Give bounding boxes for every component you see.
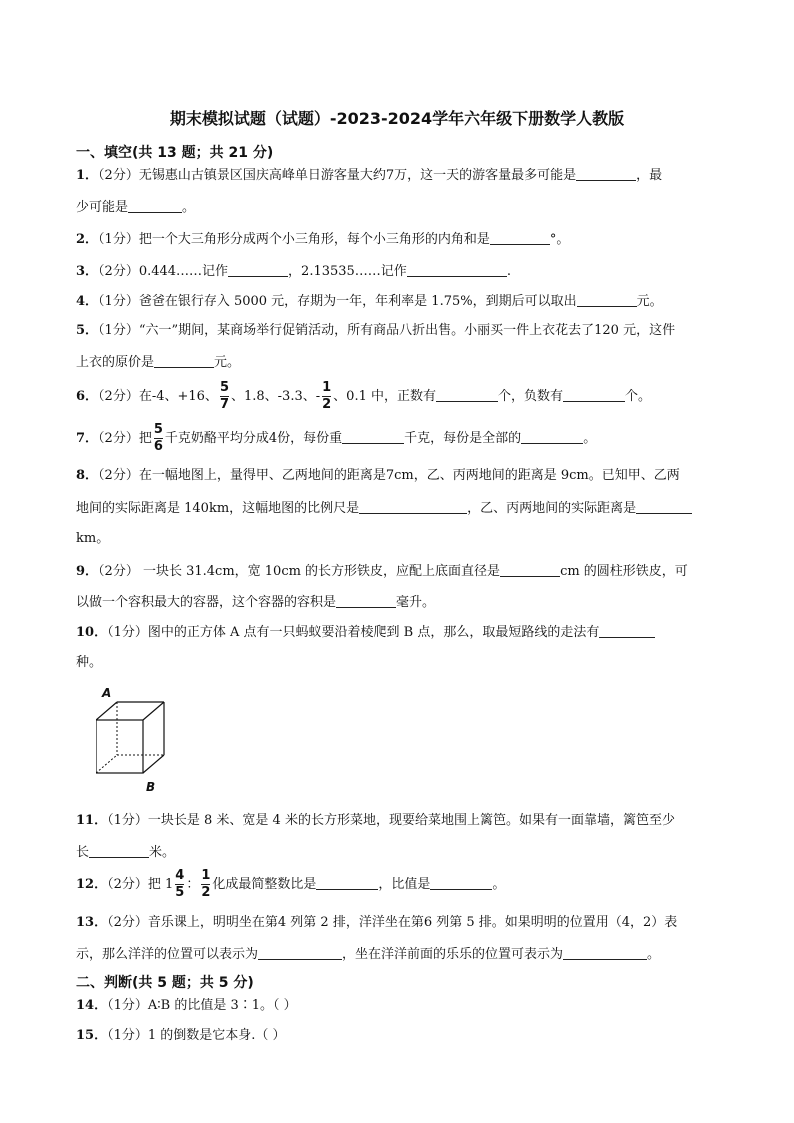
fraction-1-2: $\frac{1}{2}$ (201, 868, 211, 900)
answer-blank[interactable] (436, 387, 498, 402)
cube-drawing (96, 684, 186, 796)
answer-blank[interactable] (563, 945, 647, 960)
answer-blank[interactable] (154, 353, 214, 368)
question-8-line-3: km。 (76, 531, 110, 546)
answer-blank[interactable] (521, 429, 583, 444)
fraction-1-2: $\frac{1}{2}$ (322, 380, 332, 412)
answer-blank[interactable] (316, 875, 378, 890)
answer-blank[interactable] (336, 593, 396, 608)
question-1-line-2: 少可能是 。 (76, 200, 196, 215)
answer-blank[interactable] (577, 292, 637, 307)
question-12: 12．（2分）把 1 $\frac{4}{5}$ ： $\frac{1}{2}$ 化成最简整数比是 ，比值是 。 (76, 868, 506, 900)
question-1: 1．（2分）无锡惠山古镇景区国庆高峰单日游客量大约7万，这一天的游客量最多可能是 ，最 (76, 168, 663, 183)
answer-blank[interactable] (228, 262, 288, 277)
answer-blank[interactable] (576, 166, 636, 181)
question-11-line-2: 长 米。 (76, 845, 176, 860)
section-heading-judgement: 二、判断(共 5 题；共 5 分) (76, 975, 254, 991)
question-10-line-2: 种。 (76, 655, 103, 670)
question-11: 11．（1分）一块长是 8 米、宽是 4 米的长方形菜地，现要给菜地围上篱笆。如果有一面靠墙，篱笆至少 (76, 813, 675, 828)
fraction-5-6: $\frac{5}{6}$ (153, 422, 163, 454)
question-13-line-2: 示，那么洋洋的位置可以表示为 ，坐在洋洋前面的乐乐的位置可表示为 。 (76, 947, 661, 962)
question-6: 6．（2分）在-4、+16、 $\frac{5}{7}$ 、1.8、-3.3、- $\frac{1}{2}$ 、0.1 中，正数有 个，负数有 个。 (76, 380, 652, 412)
answer-blank[interactable] (636, 499, 692, 514)
cube-label-b: B (146, 780, 156, 794)
question-15: 15．（1分）1 的倒数是它本身.（ ） (76, 1028, 286, 1043)
question-8-line-2: 地间的实际距离是 140km，这幅地图的比例尺是 ，乙、丙两地间的实际距离是 (76, 499, 692, 518)
answer-blank[interactable] (359, 499, 467, 514)
answer-blank[interactable] (599, 623, 655, 638)
question-14: 14．（1分）A∶B 的比值是 3∶1。（ ） (76, 998, 297, 1013)
section-heading-fill-in: 一、填空(共 13 题；共 21 分) (76, 145, 274, 161)
question-13: 13．（2分）音乐课上，明明坐在第4 列第 2 排，洋洋坐在第6 列第 5 排。如果明明的位置用（4，2）表 (76, 915, 678, 930)
question-9: 9．（2分） 一块长 31.4cm，宽 10cm 的长方形铁皮，应配上底面直径是 cm 的圆柱形铁皮，可 (76, 564, 688, 579)
question-2: 2．（1分）把一个大三角形分成两个小三角形，每个小三角形的内角和是 °。 (76, 232, 570, 247)
question-5-line-2: 上衣的原价是 元。 (76, 355, 241, 370)
cube-label-a: A (102, 686, 112, 700)
page-title: 期末模拟试题（试题）-2023-2024学年六年级下册数学人教版 (169, 109, 625, 128)
fraction-5-7: $\frac{5}{7}$ (219, 380, 229, 412)
question-8: 8．（2分）在一幅地图上，量得甲、乙两地间的距离是7cm，乙、丙两地间的距离是 9cm。已知甲、乙两 (76, 468, 680, 483)
question-9-line-2: 以做一个容积最大的容器，这个容器的容积是 毫升。 (76, 595, 436, 610)
answer-blank[interactable] (342, 429, 404, 444)
question-5: 5．（1分）“六一”期间，某商场举行促销活动，所有商品八折出售。小丽买一件上衣花去了120 元，这件 (76, 323, 676, 338)
question-7: 7．（2分）把 $\frac{5}{6}$ 千克奶酪平均分成4份，每份重 千克，每份是全部的 。 (76, 422, 597, 454)
fraction-4-5: $\frac{4}{5}$ (175, 868, 185, 900)
answer-blank[interactable] (500, 562, 560, 577)
answer-blank[interactable] (430, 875, 492, 890)
answer-blank[interactable] (128, 198, 182, 213)
question-4: 4．（1分）爸爸在银行存入 5000 元，存期为一年，年利率是 1.75%，到期后可以取出 元。 (76, 294, 663, 309)
answer-blank[interactable] (89, 843, 149, 858)
question-10: 10．（1分）图中的正方体 A 点有一只蚂蚁要沿着棱爬到 B 点，那么，取最短路线的走法有 (76, 623, 655, 642)
answer-blank[interactable] (258, 945, 342, 960)
answer-blank[interactable] (563, 387, 625, 402)
answer-blank[interactable] (407, 262, 507, 277)
question-3: 3．（2分）0.444……记作 ，2.13535……记作 . (76, 264, 511, 279)
cube-figure (96, 684, 186, 796)
answer-blank[interactable] (490, 230, 550, 245)
